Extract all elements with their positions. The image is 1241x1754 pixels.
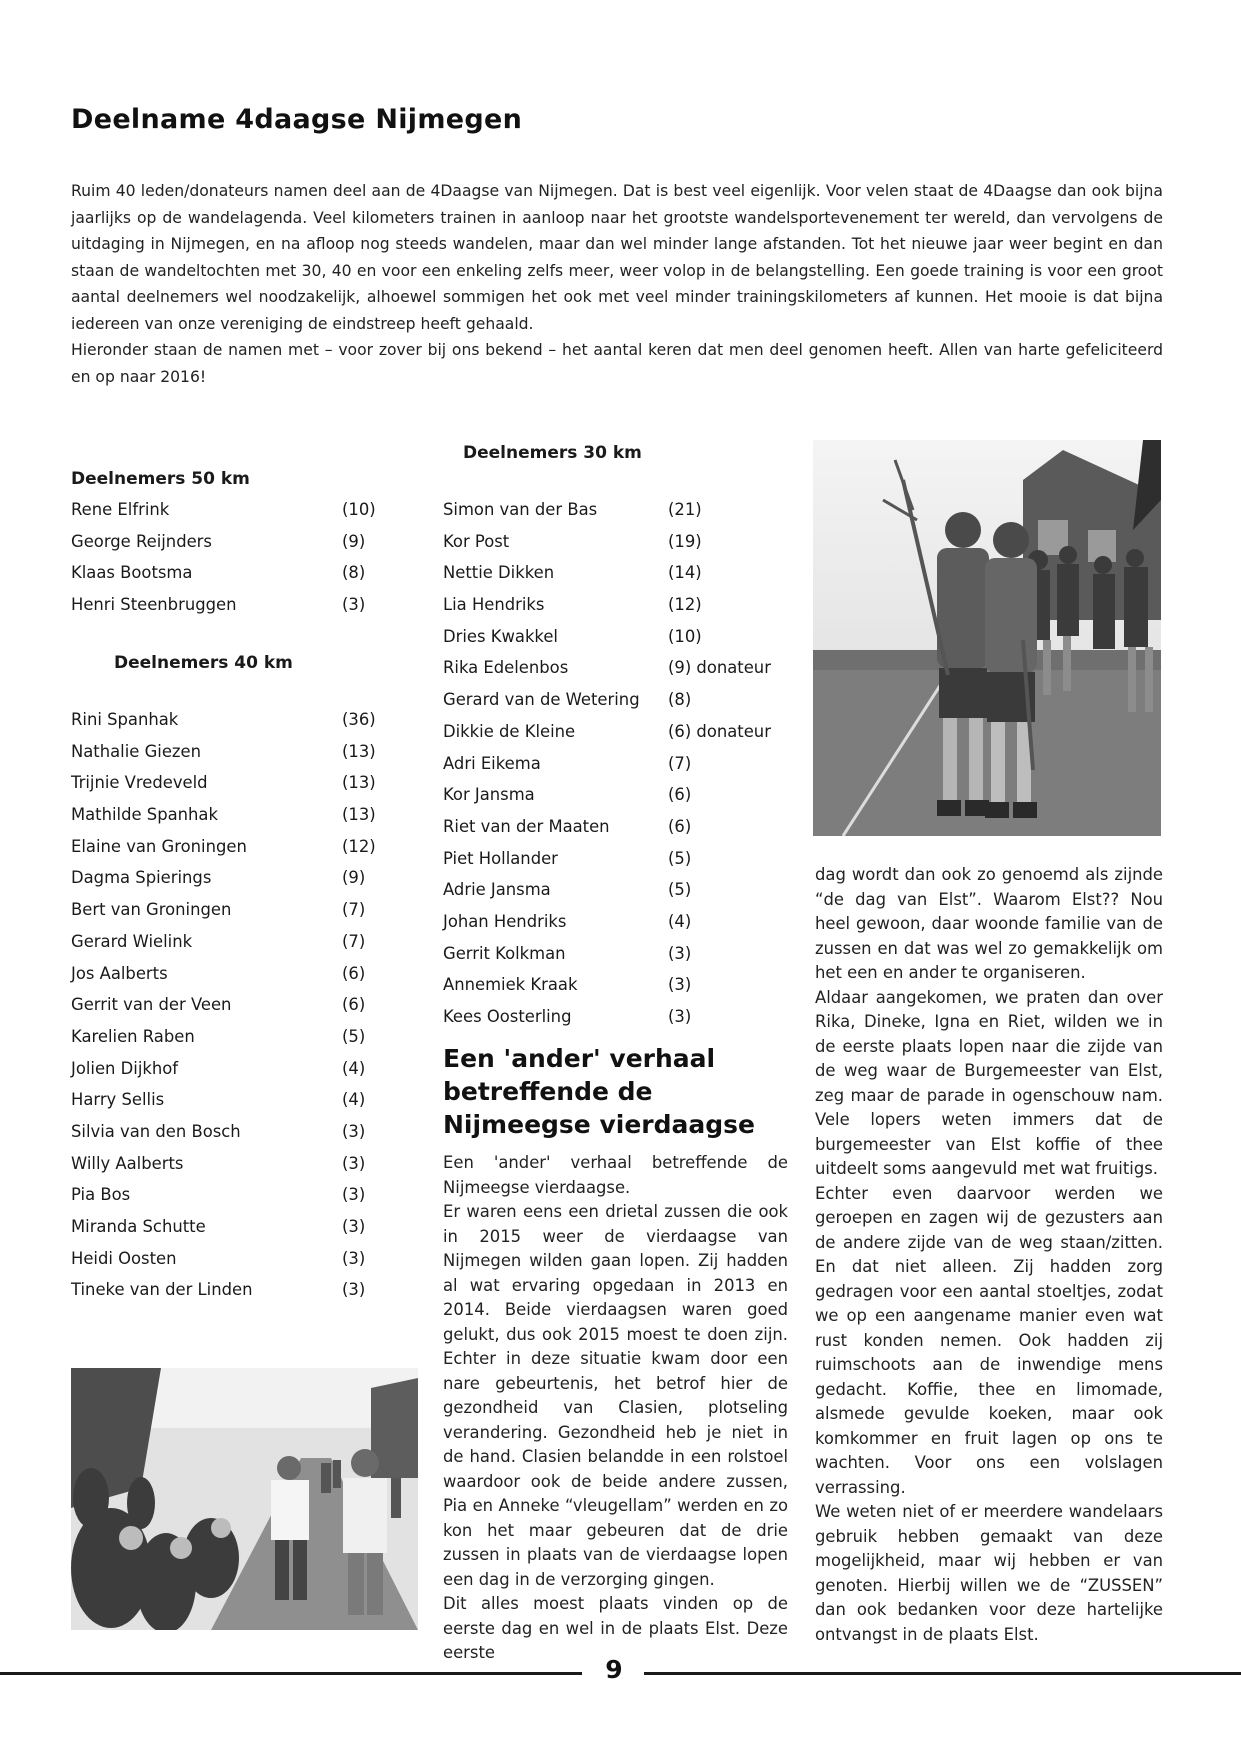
participant-row [71, 1182, 391, 1214]
participant-count: (4) [342, 1058, 366, 1078]
participant-name: Dagma Spierings [71, 868, 212, 888]
article-col1-paragraph-3: Dit alles moest plaats vinden op de eerste dag en wel in de plaats Elst. Deze eerste [443, 1594, 788, 1662]
participant-count: (19) [668, 531, 702, 551]
intro-text [71, 178, 1163, 390]
participant-count: (21) [668, 500, 702, 519]
participant-count: (9) donateur [668, 658, 771, 678]
participant-name: Dikkie de Kleine [443, 721, 576, 741]
participant-row [71, 992, 391, 1024]
participant-row [71, 1277, 391, 1309]
page-title: Deelname 4daagse Nijmegen [71, 104, 523, 135]
participant-row [443, 877, 788, 909]
participant-row [71, 1214, 391, 1246]
participant-count: (6) [342, 995, 366, 1015]
participant-row [443, 972, 788, 1004]
participant-row [443, 782, 788, 814]
participant-row [443, 529, 788, 561]
participant-row [71, 770, 391, 802]
participant-name: Klaas Bootsma [71, 563, 193, 583]
participant-row [71, 529, 391, 561]
participant-name: Jos Aalberts [71, 963, 168, 983]
participant-count: (3) [668, 943, 692, 963]
participant-count: (3) [668, 975, 692, 995]
participant-count: (13) [342, 773, 376, 793]
participant-row [71, 1087, 391, 1119]
participant-name: Nathalie Giezen [71, 741, 201, 761]
participant-count: (5) [668, 880, 692, 900]
participant-count: (3) [342, 1217, 366, 1236]
participant-name: Heidi Oosten [71, 1248, 177, 1268]
participant-name: Simon van der Bas [443, 500, 598, 519]
participant-name: Miranda Schutte [71, 1217, 206, 1236]
participant-row [443, 624, 788, 656]
participant-count: (4) [668, 911, 692, 931]
participant-count: (10) [668, 626, 702, 646]
participant-count: (3) [342, 1185, 366, 1205]
participant-count: (3) [668, 1007, 692, 1026]
participant-count: (13) [342, 741, 376, 761]
participant-count: (7) [342, 900, 366, 920]
participant-name: Annemiek Kraak [443, 975, 578, 995]
participant-count: (6) donateur [668, 721, 771, 741]
participant-name: Lia Hendriks [443, 595, 545, 615]
participant-row [71, 865, 391, 897]
participant-count: (6) [342, 963, 366, 983]
participant-name: Kor Jansma [443, 785, 535, 805]
participant-row [71, 707, 391, 739]
footer-rule-left [0, 1672, 582, 1675]
participant-count: (9) [342, 531, 366, 551]
participant-count: (5) [668, 848, 692, 868]
page-number: 9 [605, 1655, 623, 1684]
participant-row [71, 497, 391, 529]
participant-name: Riet van der Maaten [443, 816, 610, 836]
participant-count: (36) [342, 710, 376, 729]
participant-count: (10) [342, 500, 376, 519]
photo-two-walkers [813, 440, 1161, 836]
article-column-2 [815, 863, 1163, 1647]
participant-row [443, 1004, 788, 1036]
participant-row [71, 802, 391, 834]
participant-count: (4) [342, 1090, 366, 1110]
participant-name: Jolien Dijkhof [71, 1058, 179, 1078]
heading-30km: Deelnemers 30 km [463, 443, 642, 463]
participant-row [71, 739, 391, 771]
participant-count: (5) [342, 1026, 366, 1046]
participant-count: (6) [668, 816, 692, 836]
participant-name: Nettie Dikken [443, 563, 555, 583]
participant-name: Pia Bos [71, 1185, 131, 1205]
article-col2-paragraph-3: Echter even daarvoor werden we geroepen en zagen wij de gezusters aan de andere zijde van de weg staan/zitten. En dat niet alleen. Zij hadden zorg gedragen voor een aantal stoeltjes, zodat we op een aangename manier even wat rust konden nemen. Ook hadden zij ruimschoots aan de inwendige mens gedacht. Koffie, thee en limomade, alsmede gevulde koeken, maar ook komkommer en fruit lagen op ons te wachten. Voor ons een volslagen verrassing. [815, 1183, 1163, 1497]
participant-row [443, 560, 788, 592]
participant-row [71, 1151, 391, 1183]
participant-name: Adri Eikema [443, 753, 541, 773]
participant-count: (9) [342, 868, 366, 888]
participant-name: Kees Oosterling [443, 1007, 572, 1026]
participant-count: (14) [668, 563, 702, 583]
participant-row [71, 929, 391, 961]
participant-count: (3) [342, 595, 366, 615]
participant-name: Trijnie Vredeveld [71, 773, 208, 793]
participant-row [71, 834, 391, 866]
participant-name: Elaine van Groningen [71, 836, 247, 856]
participant-name: Gerard Wielink [71, 931, 193, 951]
participant-row [443, 719, 788, 751]
article-col2-paragraph-4: We weten niet of er meerdere wandelaars gebruik hebben gemaakt van deze mogelijkheid, maar wij hebben er van genoten. Hierbij willen we de “ZUSSEN” dan ook bedanken voor deze hartelijke ontvangst in de plaats Elst. [815, 1502, 1163, 1644]
participant-count: (3) [342, 1248, 366, 1268]
participant-name: Bert van Groningen [71, 900, 232, 920]
participant-row [443, 751, 788, 783]
participant-row [71, 592, 391, 624]
participant-name: Rika Edelenbos [443, 658, 569, 678]
heading-50km: Deelnemers 50 km [71, 469, 250, 489]
photo-crowd [71, 1368, 418, 1630]
participant-name: Adrie Jansma [443, 880, 551, 900]
participant-row [71, 1056, 391, 1088]
article-col1-paragraph-2: Er waren eens een drietal zussen die ook in 2015 weer de vierdaagse van Nijmegen wilden gaan lopen. Zij hadden al wat ervaring opgedaan in 2013 en 2014. Beide vierdaagsen waren goed gelukt, dus ook 2015 moest te doen zijn. Echter in deze situatie kwam door een nare gebeurtenis, het betrof hier de gezondheid van Clasien, plotseling verandering. Gezondheid heb je niet in de hand. Clasien belandde in een rolstoel waardoor ook de beide andere zussen, Pia en Anneke “vleugellam” werden en zo kon het maar gebeuren dat de drie zussen in plaats van de vierdaagse lopen een dag in de verzorging gingen. [443, 1202, 788, 1589]
participant-count: (3) [342, 1153, 366, 1173]
participant-row [443, 846, 788, 878]
participant-count: (3) [342, 1121, 366, 1141]
footer-rule-right [644, 1672, 1241, 1675]
participant-name: Johan Hendriks [443, 911, 567, 931]
list-50km [71, 497, 391, 624]
participant-row [71, 1024, 391, 1056]
article-column-1 [443, 1151, 788, 1666]
participant-row [443, 909, 788, 941]
participant-name: Rini Spanhak [71, 710, 179, 729]
participant-count: (12) [342, 836, 376, 856]
article-title: Een 'ander' verhaal betreffende de Nijmeegse vierdaagse [443, 1044, 755, 1139]
participant-name: Gerard van de Wetering [443, 690, 640, 710]
participant-name: Silvia van den Bosch [71, 1121, 241, 1141]
participant-name: Dries Kwakkel [443, 626, 558, 646]
participant-name: Gerrit van der Veen [71, 995, 232, 1015]
participant-row [443, 592, 788, 624]
participant-row [443, 814, 788, 846]
participant-count: (8) [668, 690, 692, 710]
heading-40km: Deelnemers 40 km [114, 653, 293, 673]
participant-row [71, 1119, 391, 1151]
participant-count: (8) [342, 563, 366, 583]
participant-count: (6) [668, 785, 692, 805]
participant-name: Karelien Raben [71, 1026, 195, 1046]
participant-name: Rene Elfrink [71, 500, 170, 519]
participant-name: Piet Hollander [443, 848, 558, 868]
intro-paragraph-2: Hieronder staan de namen met – voor zover bij ons bekend – het aantal keren dat men deel genomen heeft. Allen van harte gefeliciteerd en op naar 2016! [71, 341, 1163, 386]
participant-row [71, 1246, 391, 1278]
participant-count: (7) [668, 753, 692, 773]
article-col1-paragraph-1: Een 'ander' verhaal betreffende de Nijmeegse vierdaagse. [443, 1153, 788, 1197]
article-col2-paragraph-2: Aldaar aangekomen, we praten dan over Rika, Dineke, Igna en Riet, wilden we in de eerste plaats lopen naar die zijde van de weg waar de Burgemeester van Elst, zeg maar de parade in ogenschouw nam. Vele lopers weten immers dat de burgemeester van Elst koffie of thee uitdeelt soms aangevuld met wat fruitigs. [815, 987, 1163, 1178]
participant-name: Willy Aalberts [71, 1153, 184, 1173]
participant-count: (13) [342, 805, 376, 825]
participant-name: Kor Post [443, 531, 510, 551]
article-col2-paragraph-1: dag wordt dan ook zo genoemd als zijnde “de dag van Elst”. Waarom Elst?? Nou heel gewoon, daar woonde familie van de zussen en dat was wel zo gemakkelijk om het een en ander te organiseren. [815, 865, 1163, 982]
participant-row [443, 687, 788, 719]
intro-paragraph-1: Ruim 40 leden/donateurs namen deel aan de 4Daagse van Nijmegen. Dat is best veel eigenlijk. Voor velen staat de 4Daagse dan ook bijna jaarlijks op de wandelagenda. Veel kilometers trainen in aanloop naar het grootste wandelsportevenement ter wereld, dan vervolgens de uitdaging in Nijmegen, en na afloop nog steeds wandelen, maar dan wel minder lange afstanden. Tot het nieuwe jaar weer begint en dan staan de wandeltochten met 30, 40 en voor een enkeling zelfs meer, weer volop in de belangstelling. Een goede training is voor een groot aantal deelnemers wel noodzakelijk, alhoewel sommigen het ook met veel minder trainingskilometers af kunnen. Het mooie is dat bijna iedereen van onze vereniging de eindstreep heeft gehaald. [71, 182, 1163, 333]
participant-name: Henri Steenbruggen [71, 595, 237, 615]
participant-row [443, 655, 788, 687]
participant-name: George Reijnders [71, 531, 212, 551]
list-30km [443, 497, 788, 1036]
participant-row [71, 961, 391, 993]
participant-row [71, 560, 391, 592]
participant-name: Harry Sellis [71, 1090, 165, 1110]
participant-row [443, 941, 788, 973]
participant-row [443, 497, 788, 529]
participant-name: Tineke van der Linden [71, 1280, 253, 1300]
participant-count: (12) [668, 595, 702, 615]
participant-name: Mathilde Spanhak [71, 805, 218, 825]
participant-count: (3) [342, 1280, 366, 1300]
participant-name: Gerrit Kolkman [443, 943, 566, 963]
list-40km [71, 707, 391, 1309]
participant-row [71, 897, 391, 929]
participant-count: (7) [342, 931, 366, 951]
